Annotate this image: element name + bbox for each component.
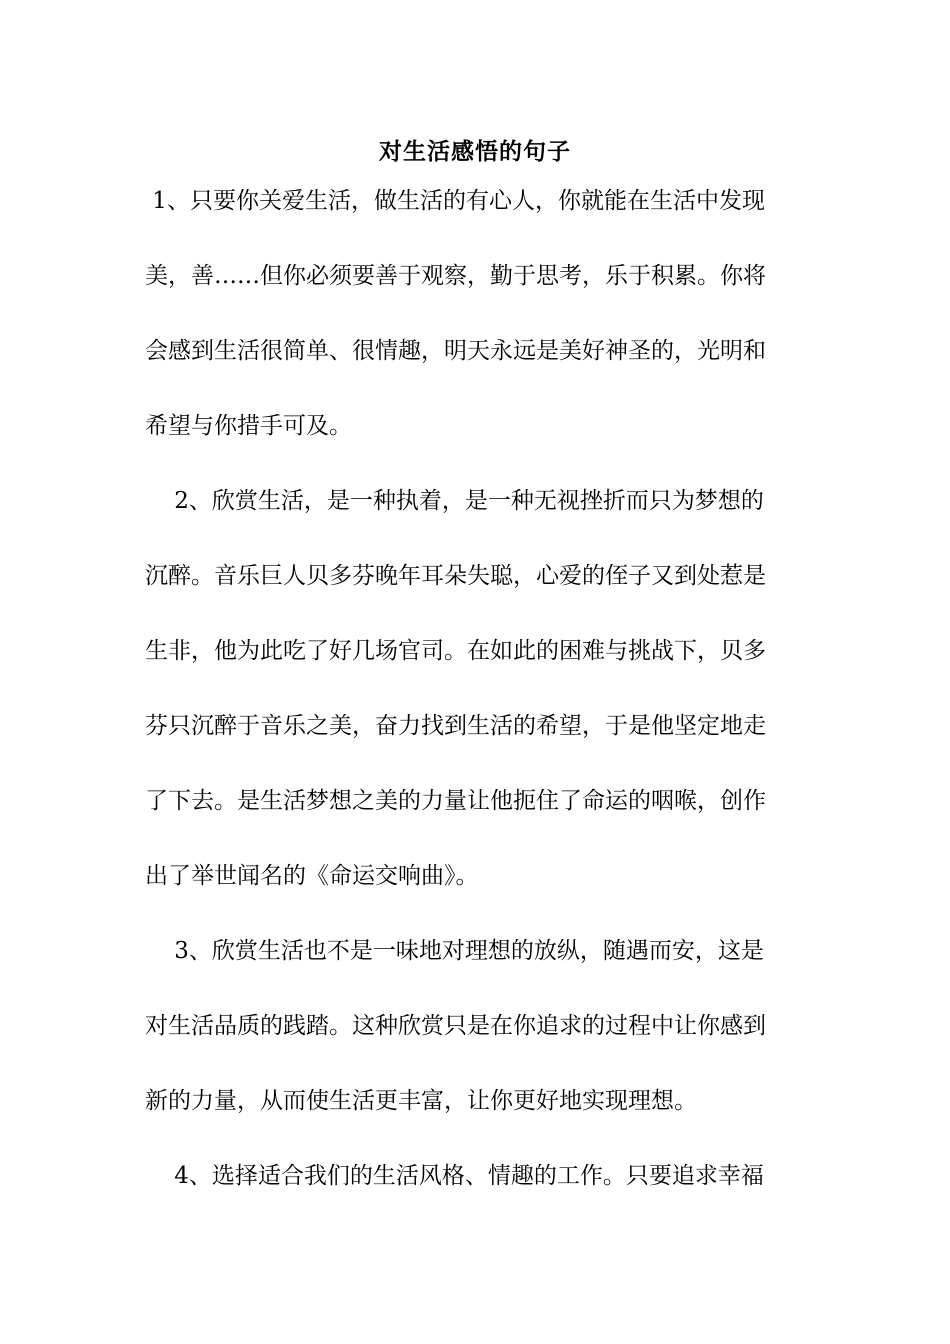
text-line: 希望与你措手可及。 — [145, 413, 352, 439]
text-line: 出了举世闻名的《命运交响曲》。 — [145, 863, 479, 889]
text-line: 芬只沉醉于音乐之美，奋力找到生活的希望，于是他坚定地走 — [145, 713, 766, 739]
text-line: 对生活品质的践踏。这种欣赏只是在你追求的过程中让你感到 — [145, 1013, 766, 1039]
text-line: 3、欣赏生活也不是一味地对理想的放纵，随遇而安，这是 — [145, 938, 764, 964]
text-line: 新的力量，从而使生活更丰富，让你更好地实现理想。 — [145, 1088, 697, 1114]
text-line: 2、欣赏生活，是一种执着，是一种无视挫折而只为梦想的 — [145, 488, 764, 514]
document-title: 对生活感悟的句子 — [379, 138, 571, 165]
text-line: 1、只要你关爱生活，做生活的有心人，你就能在生活中发现 — [145, 188, 765, 214]
text-line: 4、选择适合我们的生活风格、情趣的工作。只要追求幸福 — [145, 1163, 764, 1189]
text-line: 会感到生活很简单、很情趣，明天永远是美好神圣的，光明和 — [145, 338, 766, 364]
text-line: 了下去。是生活梦想之美的力量让他扼住了命运的咽喉，创作 — [145, 788, 766, 814]
text-line: 生非，他为此吃了好几场官司。在如此的困难与挑战下，贝多 — [145, 638, 766, 664]
text-line: 沉醉。音乐巨人贝多芬晚年耳朵失聪，心爱的侄子又到处惹是 — [145, 563, 766, 589]
text-line: 美，善……但你必须要善于观察，勤于思考，乐于积累。你将 — [145, 263, 766, 289]
